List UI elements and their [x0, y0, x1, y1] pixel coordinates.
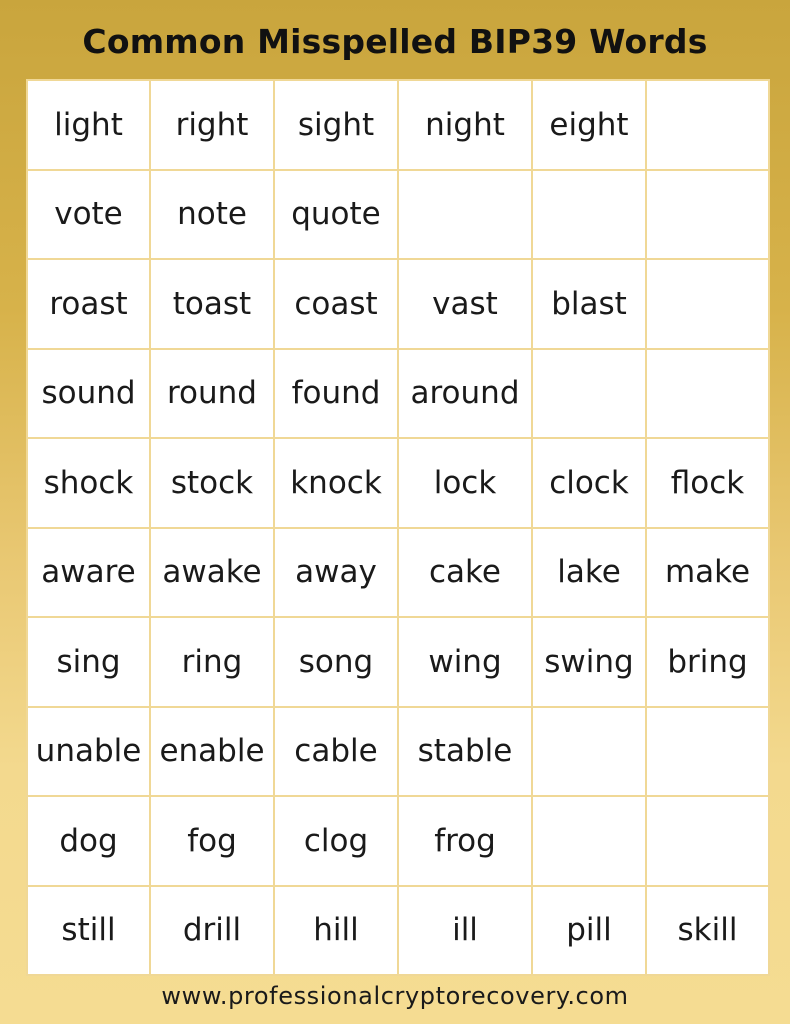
word-cell: ill: [398, 886, 532, 976]
word-cell: song: [274, 617, 398, 707]
table-row: [27, 170, 769, 260]
word-cell: [532, 707, 646, 797]
word-cell: roast: [27, 259, 150, 349]
word-cell: eight: [532, 80, 646, 170]
word-cell: ring: [150, 617, 274, 707]
word-cell: swing: [532, 617, 646, 707]
word-cell: stock: [150, 438, 274, 528]
word-cell: right: [150, 80, 274, 170]
word-cell: still: [27, 886, 150, 976]
word-cell: [532, 796, 646, 886]
word-cell: stable: [398, 707, 532, 797]
word-cell: [646, 707, 769, 797]
table-row: [27, 259, 769, 349]
word-cell: cable: [274, 707, 398, 797]
word-cell: skill: [646, 886, 769, 976]
word-cell: pill: [532, 886, 646, 976]
table-row: [27, 886, 769, 976]
word-cell: [646, 80, 769, 170]
word-grid: [26, 79, 770, 976]
word-cell: flock: [646, 438, 769, 528]
table-row: [27, 796, 769, 886]
word-cell: lake: [532, 528, 646, 618]
word-cell: knock: [274, 438, 398, 528]
word-cell: sound: [27, 349, 150, 439]
word-cell: enable: [150, 707, 274, 797]
word-cell: [646, 349, 769, 439]
word-cell: wing: [398, 617, 532, 707]
word-cell: sight: [274, 80, 398, 170]
word-cell: around: [398, 349, 532, 439]
word-cell: [532, 349, 646, 439]
word-cell: [646, 796, 769, 886]
word-cell: fog: [150, 796, 274, 886]
word-cell: [646, 170, 769, 260]
word-cell: aware: [27, 528, 150, 618]
table-row: [27, 707, 769, 797]
word-cell: dog: [27, 796, 150, 886]
table-row: [27, 617, 769, 707]
website-url: www.professionalcryptorecovery.com: [161, 982, 629, 1010]
word-cell: vote: [27, 170, 150, 260]
table-row: [27, 80, 769, 170]
word-cell: drill: [150, 886, 274, 976]
word-cell: clock: [532, 438, 646, 528]
word-cell: quote: [274, 170, 398, 260]
word-cell: sing: [27, 617, 150, 707]
table-row: [27, 349, 769, 439]
word-cell: shock: [27, 438, 150, 528]
page-title: Common Misspelled BIP39 Words: [82, 22, 708, 61]
word-cell: round: [150, 349, 274, 439]
word-cell: make: [646, 528, 769, 618]
word-cell: hill: [274, 886, 398, 976]
table-row: [27, 528, 769, 618]
word-cell: awake: [150, 528, 274, 618]
word-cell: [398, 170, 532, 260]
word-cell: blast: [532, 259, 646, 349]
word-cell: toast: [150, 259, 274, 349]
word-cell: away: [274, 528, 398, 618]
word-cell: lock: [398, 438, 532, 528]
word-cell: light: [27, 80, 150, 170]
word-cell: cake: [398, 528, 532, 618]
word-cell: unable: [27, 707, 150, 797]
word-cell: found: [274, 349, 398, 439]
word-cell: note: [150, 170, 274, 260]
word-cell: night: [398, 80, 532, 170]
word-cell: [646, 259, 769, 349]
word-cell: clog: [274, 796, 398, 886]
word-cell: coast: [274, 259, 398, 349]
table-row: [27, 438, 769, 528]
word-cell: frog: [398, 796, 532, 886]
word-cell: bring: [646, 617, 769, 707]
word-cell: vast: [398, 259, 532, 349]
word-cell: [532, 170, 646, 260]
